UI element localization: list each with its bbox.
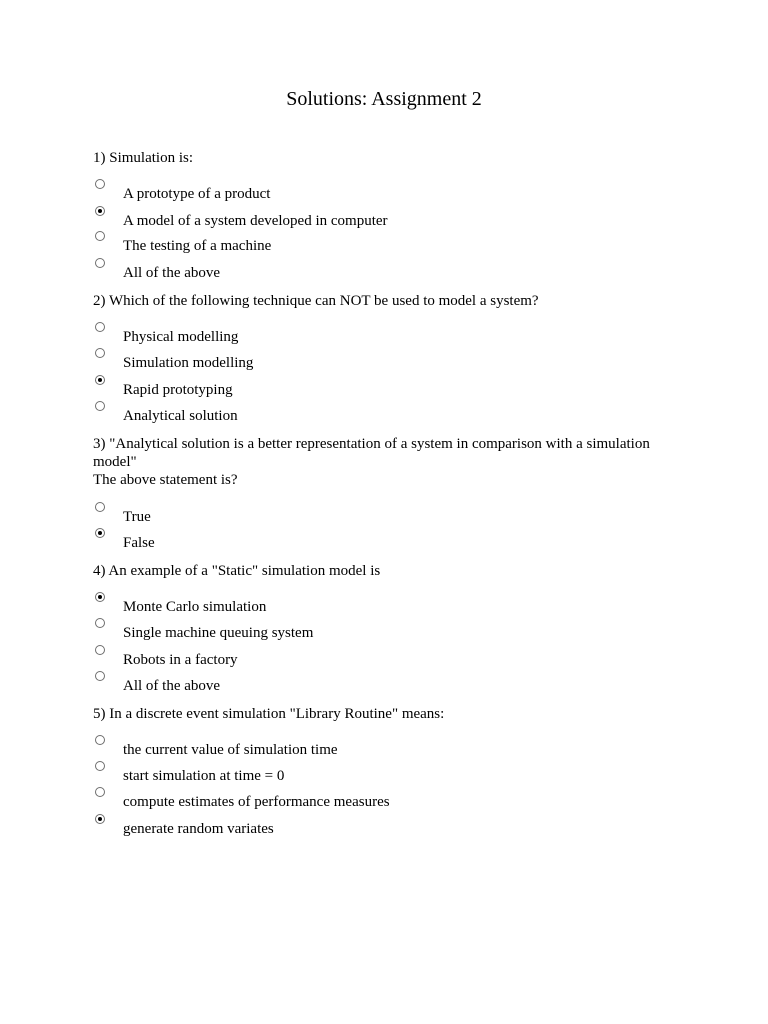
- question-4-text: [93, 562, 693, 580]
- radio-button[interactable]: [95, 761, 105, 771]
- option-label: compute estimates of performance measures: [123, 794, 390, 810]
- question-4-option-1[interactable]: [93, 598, 693, 620]
- radio-button[interactable]: [95, 401, 105, 411]
- question-5-text: [93, 705, 693, 723]
- radio-button[interactable]: [95, 231, 105, 241]
- option-label: generate random variates: [123, 821, 274, 837]
- option-label: All of the above: [123, 265, 221, 281]
- question-text-line: The above statement is?: [93, 472, 238, 488]
- radio-button[interactable]: [95, 592, 105, 602]
- question-1-option-1[interactable]: [93, 185, 693, 207]
- question-1-option-2[interactable]: [93, 212, 693, 234]
- question-4-option-2[interactable]: [93, 624, 693, 646]
- question-5-option-1[interactable]: [93, 741, 693, 763]
- radio-button[interactable]: [95, 348, 105, 358]
- question-1-option-3[interactable]: [93, 237, 693, 259]
- radio-button[interactable]: [95, 375, 105, 385]
- page-title: Solutions: Assignment 2: [286, 88, 482, 110]
- radio-button[interactable]: [95, 502, 105, 512]
- radio-button[interactable]: [95, 528, 105, 538]
- question-2-option-1[interactable]: [93, 328, 693, 350]
- question-2-option-3[interactable]: [93, 381, 693, 403]
- question-3-text: [93, 435, 693, 489]
- option-label: The testing of a machine: [123, 238, 272, 254]
- question-1-option-4[interactable]: [93, 264, 693, 286]
- option-label: A prototype of a product: [123, 186, 271, 202]
- radio-button[interactable]: [95, 258, 105, 268]
- question-2-option-4[interactable]: [93, 407, 693, 429]
- radio-button[interactable]: [95, 645, 105, 655]
- question-3-option-2[interactable]: [93, 534, 693, 556]
- question-text-line: model": [93, 454, 137, 470]
- option-label: start simulation at time = 0: [123, 768, 285, 784]
- option-label: All of the above: [123, 678, 221, 694]
- option-label: Physical modelling: [123, 329, 239, 345]
- option-label: the current value of simulation time: [123, 742, 338, 758]
- option-label: Monte Carlo simulation: [123, 599, 267, 615]
- question-5-option-3[interactable]: [93, 793, 693, 815]
- question-text-line: 4) An example of a "Static" simulation model is: [93, 563, 381, 579]
- radio-button[interactable]: [95, 787, 105, 797]
- radio-button[interactable]: [95, 671, 105, 681]
- option-label: True: [123, 509, 151, 525]
- question-2-text: [93, 292, 693, 310]
- option-label: Analytical solution: [123, 408, 238, 424]
- option-label: Rapid prototyping: [123, 382, 233, 398]
- radio-button[interactable]: [95, 735, 105, 745]
- option-label: Simulation modelling: [123, 355, 254, 371]
- option-label: False: [123, 535, 155, 551]
- question-text-line: 1) Simulation is:: [93, 150, 194, 166]
- radio-button[interactable]: [95, 179, 105, 189]
- radio-button[interactable]: [95, 814, 105, 824]
- question-5-option-4[interactable]: [93, 820, 693, 842]
- radio-button[interactable]: [95, 322, 105, 332]
- question-3-option-1[interactable]: [93, 508, 693, 530]
- question-text-line: 5) In a discrete event simulation "Library Routine" means:: [93, 706, 445, 722]
- option-label: Single machine queuing system: [123, 625, 314, 641]
- question-4-option-4[interactable]: [93, 677, 693, 699]
- question-text-line: 3) "Analytical solution is a better representation of a system in comparison with a simulation: [93, 436, 650, 452]
- question-1-text: [93, 149, 693, 167]
- question-4-option-3[interactable]: [93, 651, 693, 673]
- question-5-option-2[interactable]: [93, 767, 693, 789]
- question-text-line: 2) Which of the following technique can NOT be used to model a system?: [93, 293, 539, 309]
- question-2-option-2[interactable]: [93, 354, 693, 376]
- radio-button[interactable]: [95, 206, 105, 216]
- option-label: A model of a system developed in computer: [123, 213, 388, 229]
- radio-button[interactable]: [95, 618, 105, 628]
- option-label: Robots in a factory: [123, 652, 238, 668]
